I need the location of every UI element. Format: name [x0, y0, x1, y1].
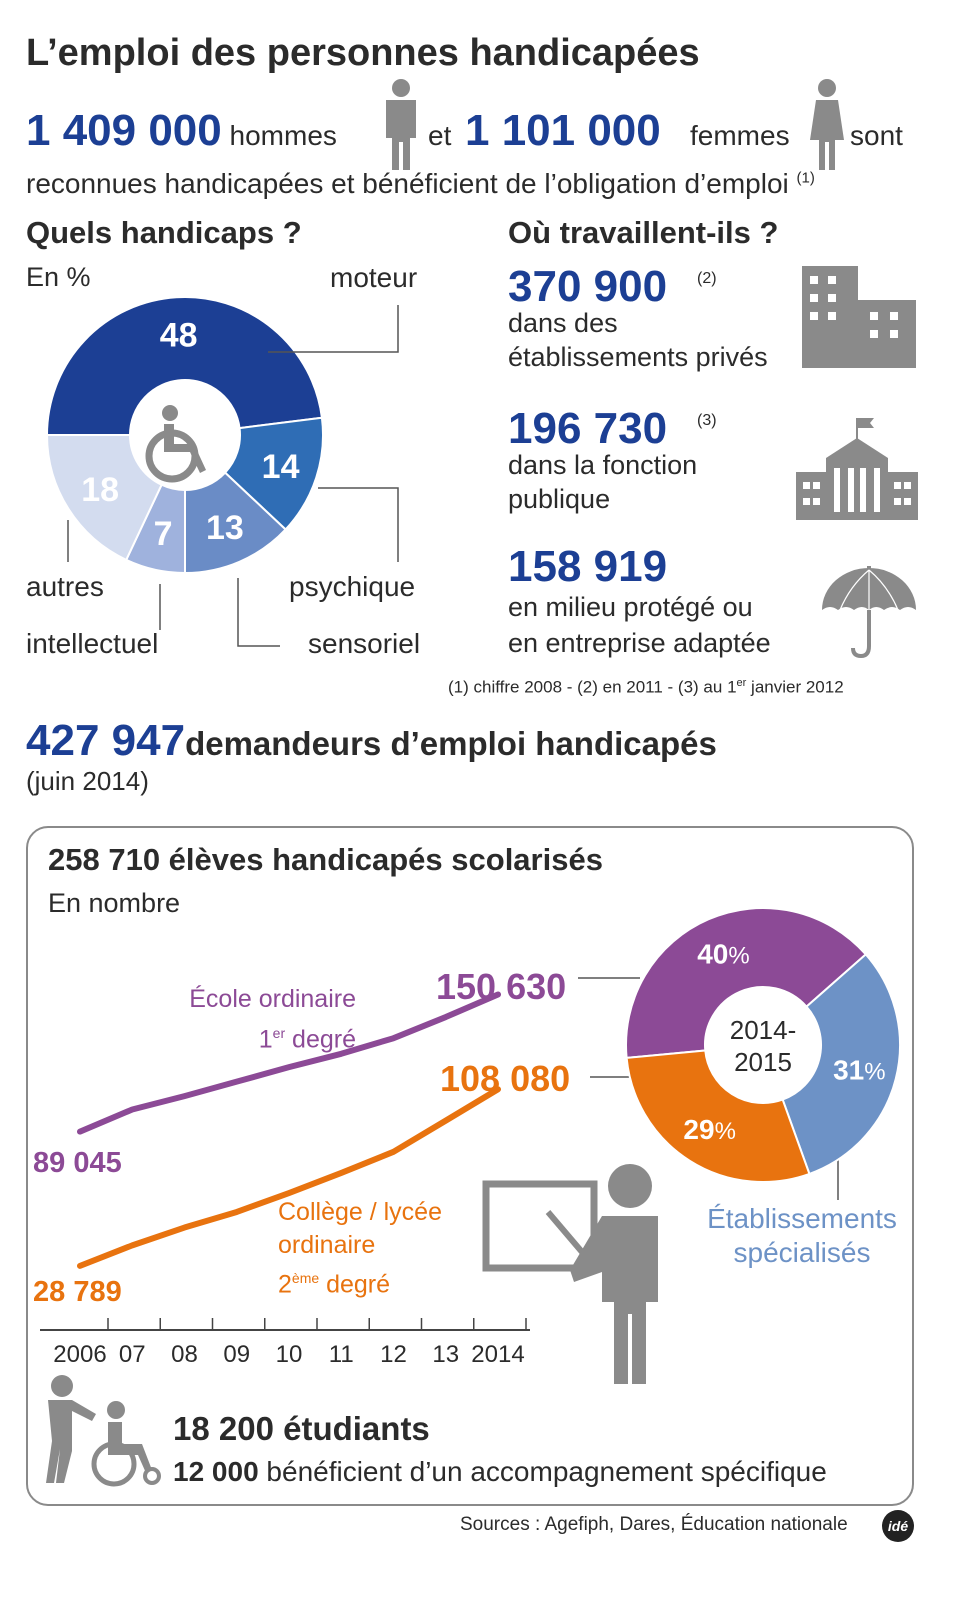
workplace-note: (3): [697, 412, 717, 429]
college-start-value: 28 789: [33, 1276, 122, 1308]
men-count: 1 409 000: [26, 106, 222, 155]
support-text: bénéficient d’un accompagnement spécifique: [258, 1456, 827, 1487]
jobseekers-date: (juin 2014): [26, 766, 149, 796]
teacher-board-icon: [482, 1160, 682, 1386]
school-label-line2: 1er degré: [258, 1025, 356, 1054]
jobseekers-value: 427 947: [26, 716, 186, 765]
x-tick-label: 13: [432, 1341, 460, 1368]
women-label: femmes: [690, 120, 790, 151]
label-autres: autres: [26, 571, 104, 602]
college-label-line2: ordinaire: [278, 1231, 376, 1259]
donut-value-label: 7: [153, 515, 173, 554]
student-wheelchair-icon: [34, 1372, 170, 1492]
brand-logo: [882, 1510, 914, 1542]
sources: Sources : Agefiph, Dares, Éducation nationale: [460, 1514, 848, 1535]
workplaces-title: Où travaillent-ils ?: [508, 215, 779, 250]
subtitle-text: reconnues handicapées et bénéficient de l’obligation d’emploi: [26, 168, 789, 199]
donut2-value-label: 29%: [683, 1114, 736, 1146]
x-tick-label: 11: [328, 1341, 354, 1368]
footnote-part1: (1) chiffre 2008 - (2) en 2011 - (3) au 1: [448, 677, 737, 697]
x-tick-label: 2014: [471, 1341, 525, 1368]
donut2-center-line2: 2015: [734, 1047, 792, 1077]
workplace-line1: en milieu protégé ou: [508, 592, 753, 622]
footnote-sup: er: [736, 677, 747, 689]
brand-logo-text: idé: [887, 1518, 909, 1534]
donut2-value-label: 40%: [697, 938, 750, 970]
workplace-value: 196 730: [508, 404, 668, 453]
workplace-line2: publique: [508, 484, 611, 514]
specialized-line2: spécialisés: [733, 1237, 871, 1268]
workplace-value: 158 919: [508, 542, 668, 591]
footnote-part2: janvier 2012: [746, 677, 844, 697]
workplace-line1: dans la fonction: [508, 450, 698, 480]
workplace-line1: dans des: [508, 308, 618, 338]
label-sensoriel: sensoriel: [308, 628, 421, 659]
x-tick-label: 10: [275, 1341, 303, 1368]
men-label: hommes: [229, 120, 337, 151]
support-line: [173, 1456, 827, 1488]
x-tick-label: 08: [171, 1341, 198, 1368]
and-label: et: [428, 120, 452, 151]
donut2-center-label: [705, 1014, 821, 1078]
label-psychique: psychique: [289, 571, 416, 602]
donut-value-label: 18: [81, 470, 120, 509]
are-label: sont: [850, 120, 903, 151]
page-title: L’emploi des personnes handicapées: [26, 32, 700, 74]
students-unit: En nombre: [48, 888, 181, 918]
school-label-line1: École ordinaire: [189, 985, 356, 1013]
school-end-value: 150 630: [436, 966, 567, 1007]
x-tick-label: 12: [380, 1341, 407, 1368]
label-intellectuel: intellectuel: [26, 628, 159, 659]
support-value: 12 000: [173, 1456, 259, 1487]
donut2-value-label: 31%: [833, 1054, 886, 1086]
school-start-value: 89 045: [33, 1147, 122, 1179]
subtitle-note: (1): [796, 169, 815, 187]
college-label-line1: Collège / lycée: [278, 1198, 442, 1226]
donut2-center-line1: 2014-: [729, 1015, 797, 1045]
college-label-line3: 2ème degré: [278, 1270, 391, 1299]
handicaps-title: Quels handicaps ?: [26, 215, 302, 250]
college-series-label: [278, 1196, 442, 1301]
specialized-label: [696, 1202, 908, 1270]
workplace-line2: établissements privés: [508, 342, 768, 372]
workplace-value: 370 900: [508, 262, 668, 311]
women-count: 1 101 000: [465, 106, 661, 155]
jobseekers-label: demandeurs d’emploi handicapés: [185, 725, 717, 762]
specialized-line1: Établissements: [707, 1203, 897, 1234]
donut-value-label: 13: [205, 509, 244, 548]
college-end-value: 108 080: [440, 1058, 571, 1099]
x-tick-label: 07: [118, 1341, 146, 1368]
x-tick-label: 2006: [53, 1341, 107, 1368]
x-tick-label: 09: [223, 1341, 251, 1368]
donut-value-label: 14: [261, 448, 300, 487]
students-title: 258 710 élèves handicapés scolarisés: [48, 842, 603, 877]
donut-value-label: 48: [159, 316, 198, 355]
workplace-line2: en entreprise adaptée: [508, 628, 771, 658]
students-line: 18 200 étudiants: [173, 1410, 430, 1447]
handicaps-unit: En %: [26, 262, 91, 292]
school-series-label: [172, 982, 356, 1056]
workplace-note: (2): [697, 270, 717, 287]
label-moteur: moteur: [330, 262, 418, 293]
